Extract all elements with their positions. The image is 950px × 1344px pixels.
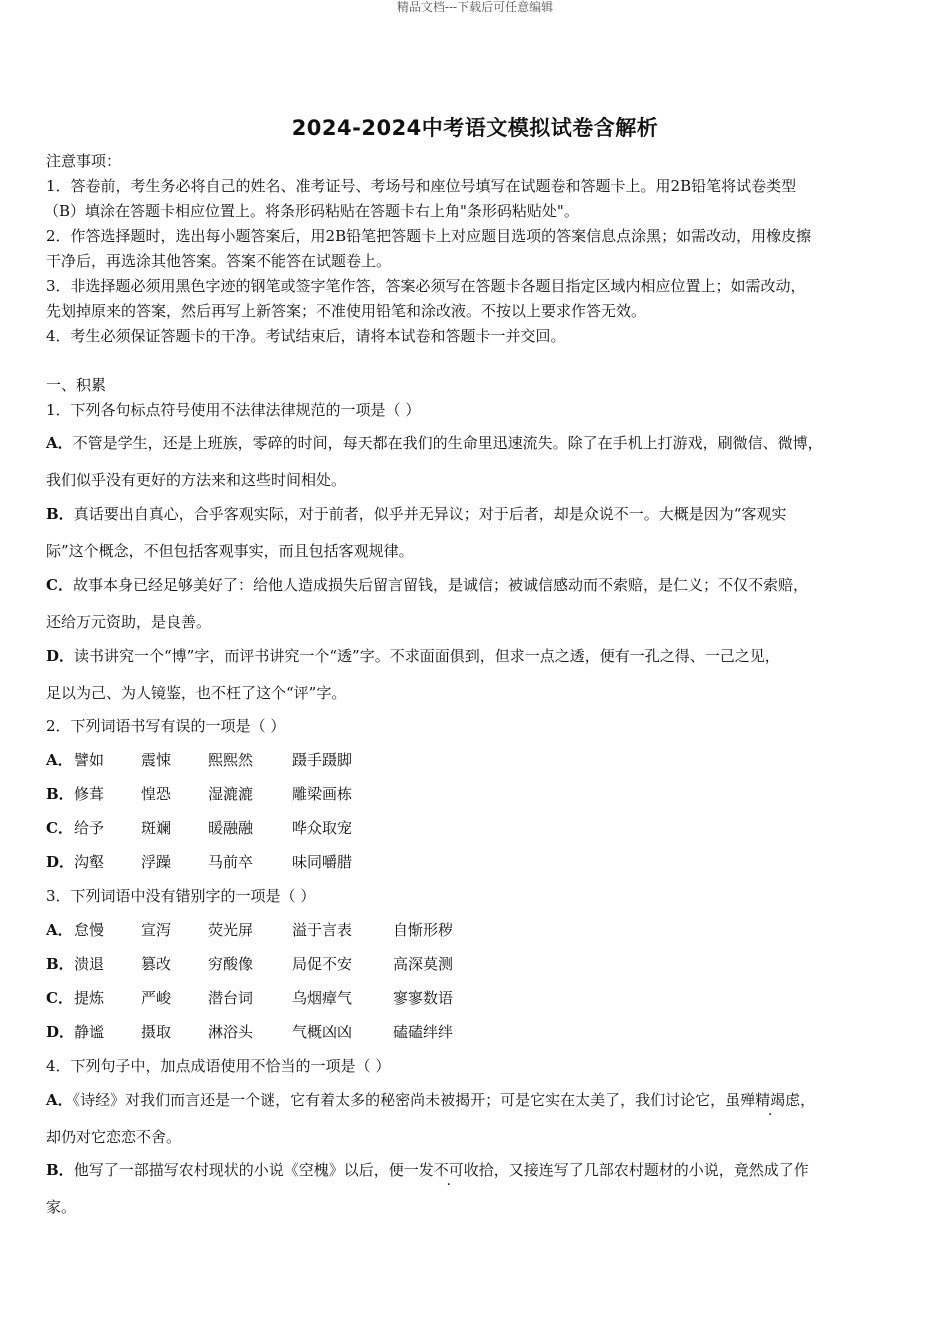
notes-line: 3．非选择题必须用黑色字迹的钢笔或签字笔作答，答案必须写在答题卡各题目指定区域内相应位置上；如需改动， bbox=[46, 277, 806, 295]
dotted-idiom: 一发不可收拾 · bbox=[404, 1161, 494, 1179]
notes-line: 先划掉原来的答案，然后再写上新答案；不准使用铅笔和涂改液。不按以上要求作答无效。 bbox=[46, 302, 647, 320]
option-word: 暖融融 bbox=[208, 819, 254, 837]
question-2-stem: 2．下列词语书写有误的一项是（ ） bbox=[46, 717, 286, 735]
question-1-stem: 1．下列各句标点符号使用不法律法律规范的一项是（ ） bbox=[46, 401, 421, 419]
option-word: 浮躁 bbox=[141, 853, 172, 871]
option-word: 譬如 bbox=[74, 751, 105, 769]
option-text-continued: 家。 bbox=[46, 1198, 77, 1216]
option-word: 潜台词 bbox=[208, 989, 254, 1007]
option-word: 荧光屏 bbox=[208, 921, 254, 939]
option-word: 静谧 bbox=[74, 1023, 105, 1041]
option-word: 自惭形秽 bbox=[393, 921, 454, 939]
option-word: 蹑手蹑脚 bbox=[292, 751, 353, 769]
option-word: 溃退 bbox=[74, 955, 105, 973]
option-word: 气概凶凶 bbox=[292, 1023, 353, 1041]
option-letter: B． bbox=[46, 955, 74, 973]
option-text: 他写了一部描写农村现状的小说《空槐》以后，便 bbox=[73, 1161, 404, 1179]
option-word: 震悚 bbox=[141, 751, 172, 769]
option-word: 味同嚼腊 bbox=[292, 853, 353, 871]
question-1-option-c bbox=[46, 575, 808, 595]
option-letter: B． bbox=[46, 505, 74, 523]
option-letter: D． bbox=[46, 647, 75, 665]
option-word: 寥寥数语 bbox=[393, 989, 454, 1007]
option-letter: C． bbox=[46, 819, 73, 837]
option-word: 穷酸像 bbox=[208, 955, 254, 973]
option-text-continued: 却仍对它恋恋不舍。 bbox=[46, 1128, 182, 1146]
option-text-continued: 我们似乎没有更好的方法来和这些时间相处。 bbox=[46, 471, 347, 489]
option-letter: B． bbox=[46, 785, 74, 803]
page-title: 2024-2024中考语文模拟试卷含解析 bbox=[291, 116, 659, 140]
option-word: 马前卒 bbox=[208, 853, 254, 871]
option-word: 局促不安 bbox=[292, 955, 353, 973]
option-letter: B． bbox=[46, 1161, 74, 1179]
option-text: ，又接连写了几部农村题材的小说，竟然成了作 bbox=[493, 1161, 809, 1179]
option-word: 严峻 bbox=[141, 989, 172, 1007]
option-text-continued: 足以为己、为人镜鉴，也不枉了这个“评”字。 bbox=[46, 684, 347, 702]
option-word: 篡改 bbox=[141, 955, 172, 973]
option-letter: C． bbox=[46, 576, 73, 594]
option-text: 真话要出自真心，合乎客观实际，对于前者，似乎并无异议；对于后者，却是众说不一。大概是因为“客观实 bbox=[73, 505, 787, 523]
option-letter: D． bbox=[46, 853, 75, 871]
notes-line: （B）填涂在答题卡相应位置上。将条形码粘贴在答题卡右上角"条形码粘贴处"。 bbox=[44, 202, 579, 220]
question-4-option-a bbox=[46, 1090, 815, 1110]
option-text: 故事本身已经足够美好了：给他人造成损失后留言留钱，是诚信；被诚信感动而不索赔，是仁义；不仅不索赔， bbox=[72, 576, 808, 594]
option-letter: C． bbox=[46, 989, 73, 1007]
option-word: 怠慢 bbox=[74, 921, 105, 939]
option-word: 磕磕绊绊 bbox=[393, 1023, 454, 1041]
option-letter: A． bbox=[46, 1091, 73, 1109]
option-word: 惶恐 bbox=[141, 785, 172, 803]
notes-line: 1．答卷前，考生务必将自己的姓名、准考证号、考场号和座位号填写在试题卷和答题卡上。用2B铅笔将试卷类型 bbox=[46, 177, 797, 195]
option-letter: D． bbox=[46, 1023, 75, 1041]
option-word: 溢于言表 bbox=[292, 921, 353, 939]
option-word: 湿漉漉 bbox=[208, 785, 254, 803]
option-word: 提炼 bbox=[74, 989, 105, 1007]
option-word: 斑斓 bbox=[141, 819, 172, 837]
option-text: 不管是学生，还是上班族，零碎的时间，每天都在我们的生命里迅速流失。除了在手机上打游戏，刷微信、微博， bbox=[72, 434, 823, 452]
option-text-continued: 际”这个概念，不但包括客观事实，而且包括客观规律。 bbox=[46, 542, 414, 560]
option-text: 读书讲究一个“博”字，而评书讲究一个“透”字。不求面面俱到，但求一点之透，便有一孔之得、一己之见， bbox=[74, 647, 780, 665]
option-word: 修葺 bbox=[74, 785, 105, 803]
notes-line: 4．考生必须保证答题卡的干净。考试结束后，请将本试卷和答题卡一并交回。 bbox=[46, 327, 566, 345]
option-word: 雕梁画栋 bbox=[292, 785, 353, 803]
notes-line: 干净后，再选涂其他答案。答案不能答在试题卷上。 bbox=[46, 252, 392, 270]
option-letter: A． bbox=[46, 751, 73, 769]
option-text-continued: 还给万元资助，是良善。 bbox=[46, 613, 212, 631]
option-letter: A． bbox=[46, 434, 73, 452]
notes-heading: 注意事项： bbox=[46, 152, 122, 170]
option-letter: A． bbox=[46, 921, 73, 939]
question-1-option-d bbox=[46, 646, 780, 666]
option-word: 熙熙然 bbox=[208, 751, 254, 769]
option-text: ， bbox=[800, 1091, 816, 1109]
option-word: 乌烟瘴气 bbox=[292, 989, 353, 1007]
question-1-option-b bbox=[46, 504, 786, 524]
option-text: 《诗经》对我们而言还是一个谜，它有着太多的秘密尚未被揭开；可是它实在太美了，我们讨论它，虽 bbox=[72, 1091, 741, 1109]
notes-line: 2．作答选择题时，选出每小题答案后，用2B铅笔把答题卡上对应题目选项的答案信息点涂黑；如需改动，用橡皮擦 bbox=[46, 227, 812, 245]
option-word: 宣泻 bbox=[141, 921, 172, 939]
question-3-stem: 3．下列词语中没有错别字的一项是（ ） bbox=[46, 887, 316, 905]
option-word: 哗众取宠 bbox=[292, 819, 353, 837]
option-word: 摄取 bbox=[141, 1023, 172, 1041]
section-heading: 一、积累 bbox=[46, 376, 107, 394]
option-word: 高深莫测 bbox=[393, 955, 454, 973]
option-word: 淋浴头 bbox=[208, 1023, 254, 1041]
header-watermark: 精品文档---下载后可任意编辑 bbox=[396, 0, 554, 14]
option-word: 给予 bbox=[74, 819, 105, 837]
question-1-option-a bbox=[46, 433, 823, 453]
dotted-idiom: 殚精竭虑 bbox=[740, 1091, 801, 1109]
question-4-option-b bbox=[46, 1160, 809, 1180]
option-word: 沟壑 bbox=[74, 853, 105, 871]
question-4-stem: 4．下列句子中，加点成语使用不恰当的一项是（ ） bbox=[46, 1057, 391, 1075]
